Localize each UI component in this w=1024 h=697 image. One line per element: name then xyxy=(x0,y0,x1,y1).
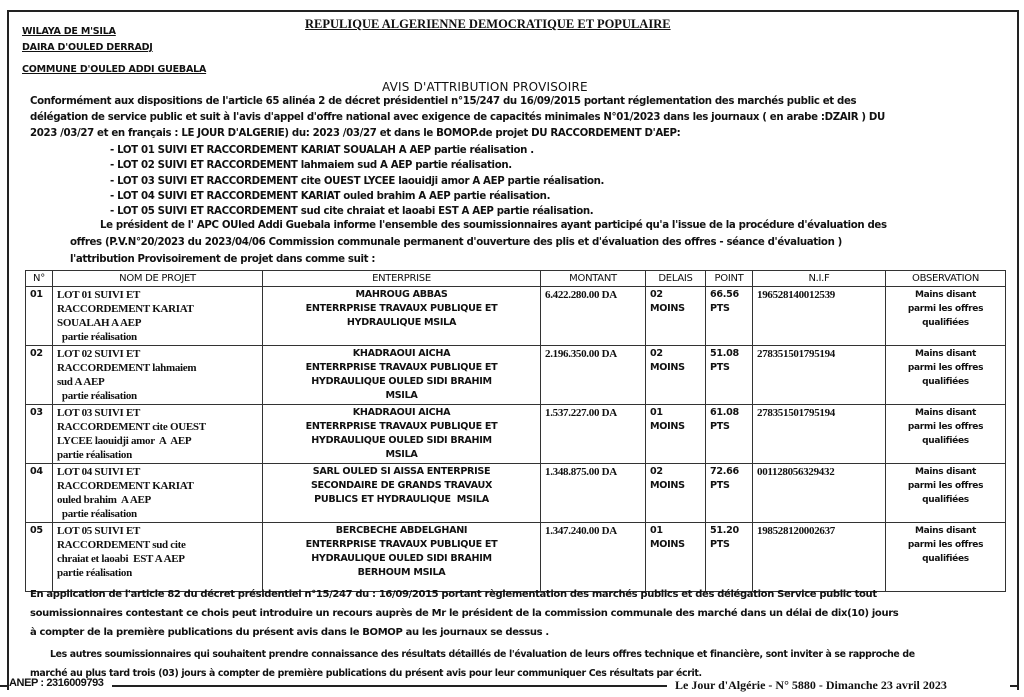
cell-entreprise-line: BERHOUM MSILA xyxy=(357,567,446,578)
cell-point-line: PTS xyxy=(710,303,730,314)
col-header-delais: DELAIS xyxy=(646,271,706,287)
cell-delais-line: 01 xyxy=(650,407,663,418)
cell-observation-line: qualifiées xyxy=(922,554,969,564)
cell-projet xyxy=(53,346,263,405)
intro-paragraph xyxy=(30,94,885,142)
cell-n xyxy=(26,405,53,464)
cell-observation-line: parmi les offres xyxy=(907,422,984,432)
cell-nif xyxy=(753,405,886,464)
cell-projet-line: partie réalisation xyxy=(57,331,137,343)
col-header-montant: MONTANT xyxy=(541,271,646,287)
cell-montant-line: 1.537.227.00 DA xyxy=(545,407,617,419)
cell-nif-line: 198528120002637 xyxy=(757,525,836,537)
col-header-observation: OBSERVATION xyxy=(886,271,1006,287)
cell-nif xyxy=(753,523,886,592)
cell-entreprise-line: KHADRAOUI AICHA xyxy=(352,348,451,359)
recours-paragraph xyxy=(30,585,898,642)
cell-delais xyxy=(646,405,706,464)
cell-delais xyxy=(646,523,706,592)
cell-projet-line: LYCEE laouidji amor A AEP xyxy=(57,435,192,447)
cell-entreprise-line: HYDRAULIQUE OULED SIDI BRAHIM xyxy=(311,553,492,564)
cell-n xyxy=(26,287,53,346)
table-row xyxy=(26,405,1006,464)
president-line: Le président de l' APC OUled Addi Guebala informe l'ensemble des soumissionnaires ayant participé qu'a l'issue de la procédure d'évaluation des xyxy=(100,220,887,231)
col-header-point: POINT xyxy=(706,271,753,287)
cell-entreprise-line: MSILA xyxy=(385,390,418,401)
cell-projet-line: RACCORDEMENT lahmaiem xyxy=(57,362,197,374)
cell-montant xyxy=(541,405,646,464)
cell-projet-line: RACCORDEMENT sud cite xyxy=(57,539,186,551)
cell-point-line: 51.08 xyxy=(710,348,739,359)
cell-delais-line: MOINS xyxy=(650,480,685,491)
col-header-entreprise: ENTERPRISE xyxy=(263,271,541,287)
cell-delais-line: MOINS xyxy=(650,303,685,314)
cell-nif-line: 278351501795194 xyxy=(757,348,836,360)
cell-point xyxy=(706,523,753,592)
cell-observation-line: qualifiées xyxy=(922,318,969,328)
cell-delais-line: 02 xyxy=(650,348,663,359)
cell-projet-line: LOT 03 SUIVI ET xyxy=(57,407,141,419)
table-row xyxy=(26,346,1006,405)
cell-observation-line: qualifiées xyxy=(922,436,969,446)
cell-nif xyxy=(753,287,886,346)
cell-point xyxy=(706,287,753,346)
autres-line: marché au plus tard trois (03) jours à compter de première publications du présent avis pour leur communiquer Ces résultats par écrit. xyxy=(30,668,702,679)
col-header-projet: NOM DE PROJET xyxy=(53,271,263,287)
cell-nif-line: 001128056329432 xyxy=(757,466,835,478)
cell-montant-line: 2.196.350.00 DA xyxy=(545,348,617,360)
cell-entreprise-line: ENTERRPRISE TRAVAUX PUBLIQUE ET xyxy=(305,303,498,314)
table-row xyxy=(26,523,1006,592)
cell-projet xyxy=(53,287,263,346)
table-row xyxy=(26,287,1006,346)
cell-point-line: 51.20 xyxy=(710,525,739,536)
cell-projet-line: partie réalisation xyxy=(57,390,137,402)
cell-observation-line: Mains disant xyxy=(914,467,977,477)
cell-n-line: 05 xyxy=(30,525,43,536)
cell-projet-line: RACCORDEMENT cite OUEST xyxy=(57,421,206,433)
cell-entreprise-line: MAHROUG ABBAS xyxy=(355,289,448,300)
cell-observation-line: Mains disant xyxy=(914,526,977,536)
cell-montant xyxy=(541,346,646,405)
cell-delais-line: 02 xyxy=(650,466,663,477)
cell-point-line: PTS xyxy=(710,480,730,491)
cell-nif-line: 278351501795194 xyxy=(757,407,836,419)
cell-observation-line: qualifiées xyxy=(922,495,969,505)
cell-projet-line: LOT 05 SUIVI ET xyxy=(57,525,141,537)
cell-point-line: 72.66 xyxy=(710,466,739,477)
intro-line: 2023 /03/27 et en français : LE JOUR D'ALGERIE) du: 2023 /03/27 et dans le BOMOP.de projet DU RACCORDEMENT D'AEP: xyxy=(30,128,681,139)
cell-entreprise xyxy=(263,523,541,592)
cell-observation xyxy=(886,287,1006,346)
cell-montant-line: 1.347.240.00 DA xyxy=(545,525,617,537)
cell-observation-line: Mains disant xyxy=(914,408,977,418)
cell-entreprise-line: HYDRAULIQUE MSILA xyxy=(346,317,457,328)
cell-entreprise-line: SECONDAIRE DE GRANDS TRAVAUX xyxy=(310,480,493,491)
cell-point xyxy=(706,464,753,523)
cell-n xyxy=(26,346,53,405)
cell-projet-line: LOT 04 SUIVI ET xyxy=(57,466,141,478)
lot-item: - LOT 05 SUIVI ET RACCORDEMENT sud cite chraiat et laoabi EST A AEP partie réalisation. xyxy=(110,206,594,218)
recours-line: soumissionnaires contestant ce chois peut introduire un recours auprès de Mr le président de la commission communale des marché dans un délai de dix(10) jours xyxy=(30,608,899,619)
lot-item: - LOT 04 SUIVI ET RACCORDEMENT KARIAT ouled brahim A AEP partie réalisation. xyxy=(110,190,551,202)
cell-entreprise-line: ENTERRPRISE TRAVAUX PUBLIQUE ET xyxy=(305,362,498,373)
president-line: offres (P.V.N°20/2023 du 2023/04/06 Commission communale permanent d'ouverture des plis et d'évaluation des offres - séance d'évaluation ) xyxy=(70,237,842,248)
cell-entreprise-line: BERCBECHE ABDELGHANI xyxy=(335,525,468,536)
cell-delais-line: MOINS xyxy=(650,362,685,373)
footer-rule xyxy=(0,685,8,687)
commune-label: COMMUNE D'OULED ADDI GUEBALA xyxy=(22,64,207,75)
intro-line: Conformément aux dispositions de l'article 65 alinéa 2 de décret présidentiel n°15/247 du 16/09/2015 portant réglementation des marchés public et des xyxy=(30,96,857,107)
cell-projet-line: LOT 02 SUIVI ET xyxy=(57,348,141,360)
cell-entreprise xyxy=(263,346,541,405)
cell-observation-line: parmi les offres xyxy=(907,363,984,373)
cell-observation-line: qualifiées xyxy=(922,377,969,387)
cell-montant-line: 6.422.280.00 DA xyxy=(545,289,617,301)
notice-title: AVIS D'ATTRIBUTION PROVISOIRE xyxy=(382,80,588,94)
cell-observation-line: parmi les offres xyxy=(907,540,984,550)
cell-entreprise-line: MSILA xyxy=(385,449,418,460)
cell-observation xyxy=(886,405,1006,464)
cell-observation-line: parmi les offres xyxy=(907,481,984,491)
cell-projet xyxy=(53,464,263,523)
recours-line: En application de l'article 82 du décret présidentiel n°15/247 du : 16/09/2015 portant règlementation des marchés publics et des délégation Service public tout xyxy=(30,589,877,600)
cell-projet-line: ouled brahim A AEP xyxy=(57,494,151,506)
col-header-n: N° xyxy=(26,271,53,287)
cell-n-line: 03 xyxy=(30,407,43,418)
cell-observation xyxy=(886,464,1006,523)
cell-point-line: PTS xyxy=(710,539,730,550)
cell-projet-line: sud A AEP xyxy=(57,376,105,388)
cell-n-line: 02 xyxy=(30,348,43,359)
anep-reference: ANEP : 2316009793 xyxy=(9,677,104,689)
cell-entreprise xyxy=(263,464,541,523)
footer-rule xyxy=(1010,685,1017,687)
cell-point-line: 66.56 xyxy=(710,289,739,300)
footer-rule xyxy=(112,685,667,687)
cell-nif-line: 196528140012539 xyxy=(757,289,836,301)
cell-projet-line: chraiat et laoabi EST A AEP xyxy=(57,553,185,565)
lot-item: - LOT 02 SUIVI ET RACCORDEMENT lahmaiem sud A AEP partie réalisation. xyxy=(110,160,512,172)
recours-line: à compter de la première publications du présent avis dans le BOMOP au les journaux se dessus . xyxy=(30,627,549,638)
cell-point xyxy=(706,405,753,464)
cell-observation-line: Mains disant xyxy=(914,290,977,300)
cell-n-line: 01 xyxy=(30,289,43,300)
intro-line: délégation de service public et suit à l'avis d'appel d'offre national avec exigence de capacités minimales N°01/2023 dans les journaux ( en arabe :DZAIR ) DU xyxy=(30,112,885,123)
cell-delais-line: 01 xyxy=(650,525,663,536)
cell-observation xyxy=(886,346,1006,405)
cell-observation-line: Mains disant xyxy=(914,349,977,359)
cell-observation-line: parmi les offres xyxy=(907,304,984,314)
cell-montant xyxy=(541,523,646,592)
cell-projet-line: LOT 01 SUIVI ET xyxy=(57,289,141,301)
cell-observation xyxy=(886,523,1006,592)
lot-item: - LOT 03 SUIVI ET RACCORDEMENT cite OUEST LYCEE laouidji amor A AEP partie réalisation. xyxy=(110,175,605,187)
cell-entreprise-line: PUBLICS ET HYDRAULIQUE MSILA xyxy=(314,494,489,505)
cell-entreprise xyxy=(263,405,541,464)
cell-point-line: PTS xyxy=(710,421,730,432)
cell-projet-line: partie réalisation xyxy=(57,449,132,461)
cell-entreprise-line: ENTERRPRISE TRAVAUX PUBLIQUE ET xyxy=(305,421,498,432)
col-header-nif: N.I.F xyxy=(753,271,886,287)
cell-delais-line: 02 xyxy=(650,289,663,300)
lot-item: - LOT 01 SUIVI ET RACCORDEMENT KARIAT SOUALAH A AEP partie réalisation . xyxy=(110,145,534,156)
cell-montant-line: 1.348.875.00 DA xyxy=(545,466,617,478)
cell-projet-line: partie réalisation xyxy=(57,508,137,520)
cell-delais xyxy=(646,464,706,523)
cell-projet-line: RACCORDEMENT KARIAT xyxy=(57,303,194,315)
cell-n-line: 04 xyxy=(30,466,43,477)
cell-nif xyxy=(753,346,886,405)
table-row xyxy=(26,464,1006,523)
cell-point-line: PTS xyxy=(710,362,730,373)
daira-label: DAIRA D'OULED DERRADJ xyxy=(22,42,153,53)
lot-list xyxy=(110,143,604,219)
republic-heading: REPULIQUE ALGERIENNE DEMOCRATIQUE ET POPULAIRE xyxy=(305,17,671,31)
president-line: l'attribution Provisoirement de projet dans comme suit : xyxy=(70,254,376,265)
cell-entreprise-line: KHADRAOUI AICHA xyxy=(352,407,451,418)
president-paragraph xyxy=(30,217,887,268)
cell-delais-line: MOINS xyxy=(650,421,685,432)
cell-entreprise-line: HYDRAULIQUE OULED SIDI BRAHIM xyxy=(311,376,492,387)
cell-entreprise-line: HYDRAULIQUE OULED SIDI BRAHIM xyxy=(311,435,492,446)
cell-projet xyxy=(53,405,263,464)
cell-n xyxy=(26,523,53,592)
cell-projet xyxy=(53,523,263,592)
table-header-row xyxy=(26,271,1006,287)
cell-delais-line: MOINS xyxy=(650,539,685,550)
cell-nif xyxy=(753,464,886,523)
journal-reference: Le Jour d'Algérie - N° 5880 - Dimanche 23 avril 2023 xyxy=(675,678,947,692)
attribution-table xyxy=(25,270,1006,592)
cell-entreprise-line: SARL OULED SI AISSA ENTERPRISE xyxy=(312,466,491,477)
cell-entreprise xyxy=(263,287,541,346)
cell-delais xyxy=(646,287,706,346)
autres-line: Les autres soumissionnaires qui souhaitent prendre connaissance des résultats détaillés de l'évaluation de leurs offres technique et financière, sont inviter à se rapproche de xyxy=(50,649,915,660)
cell-projet-line: RACCORDEMENT KARIAT xyxy=(57,480,194,492)
wilaya-label: WILAYA DE M'SILA xyxy=(22,26,116,37)
cell-point xyxy=(706,346,753,405)
cell-montant xyxy=(541,287,646,346)
cell-projet-line: SOUALAH A AEP xyxy=(57,317,142,329)
cell-point-line: 61.08 xyxy=(710,407,739,418)
cell-entreprise-line: ENTERRPRISE TRAVAUX PUBLIQUE ET xyxy=(305,539,498,550)
cell-projet-line: partie réalisation xyxy=(57,567,132,579)
cell-montant xyxy=(541,464,646,523)
cell-n xyxy=(26,464,53,523)
cell-delais xyxy=(646,346,706,405)
